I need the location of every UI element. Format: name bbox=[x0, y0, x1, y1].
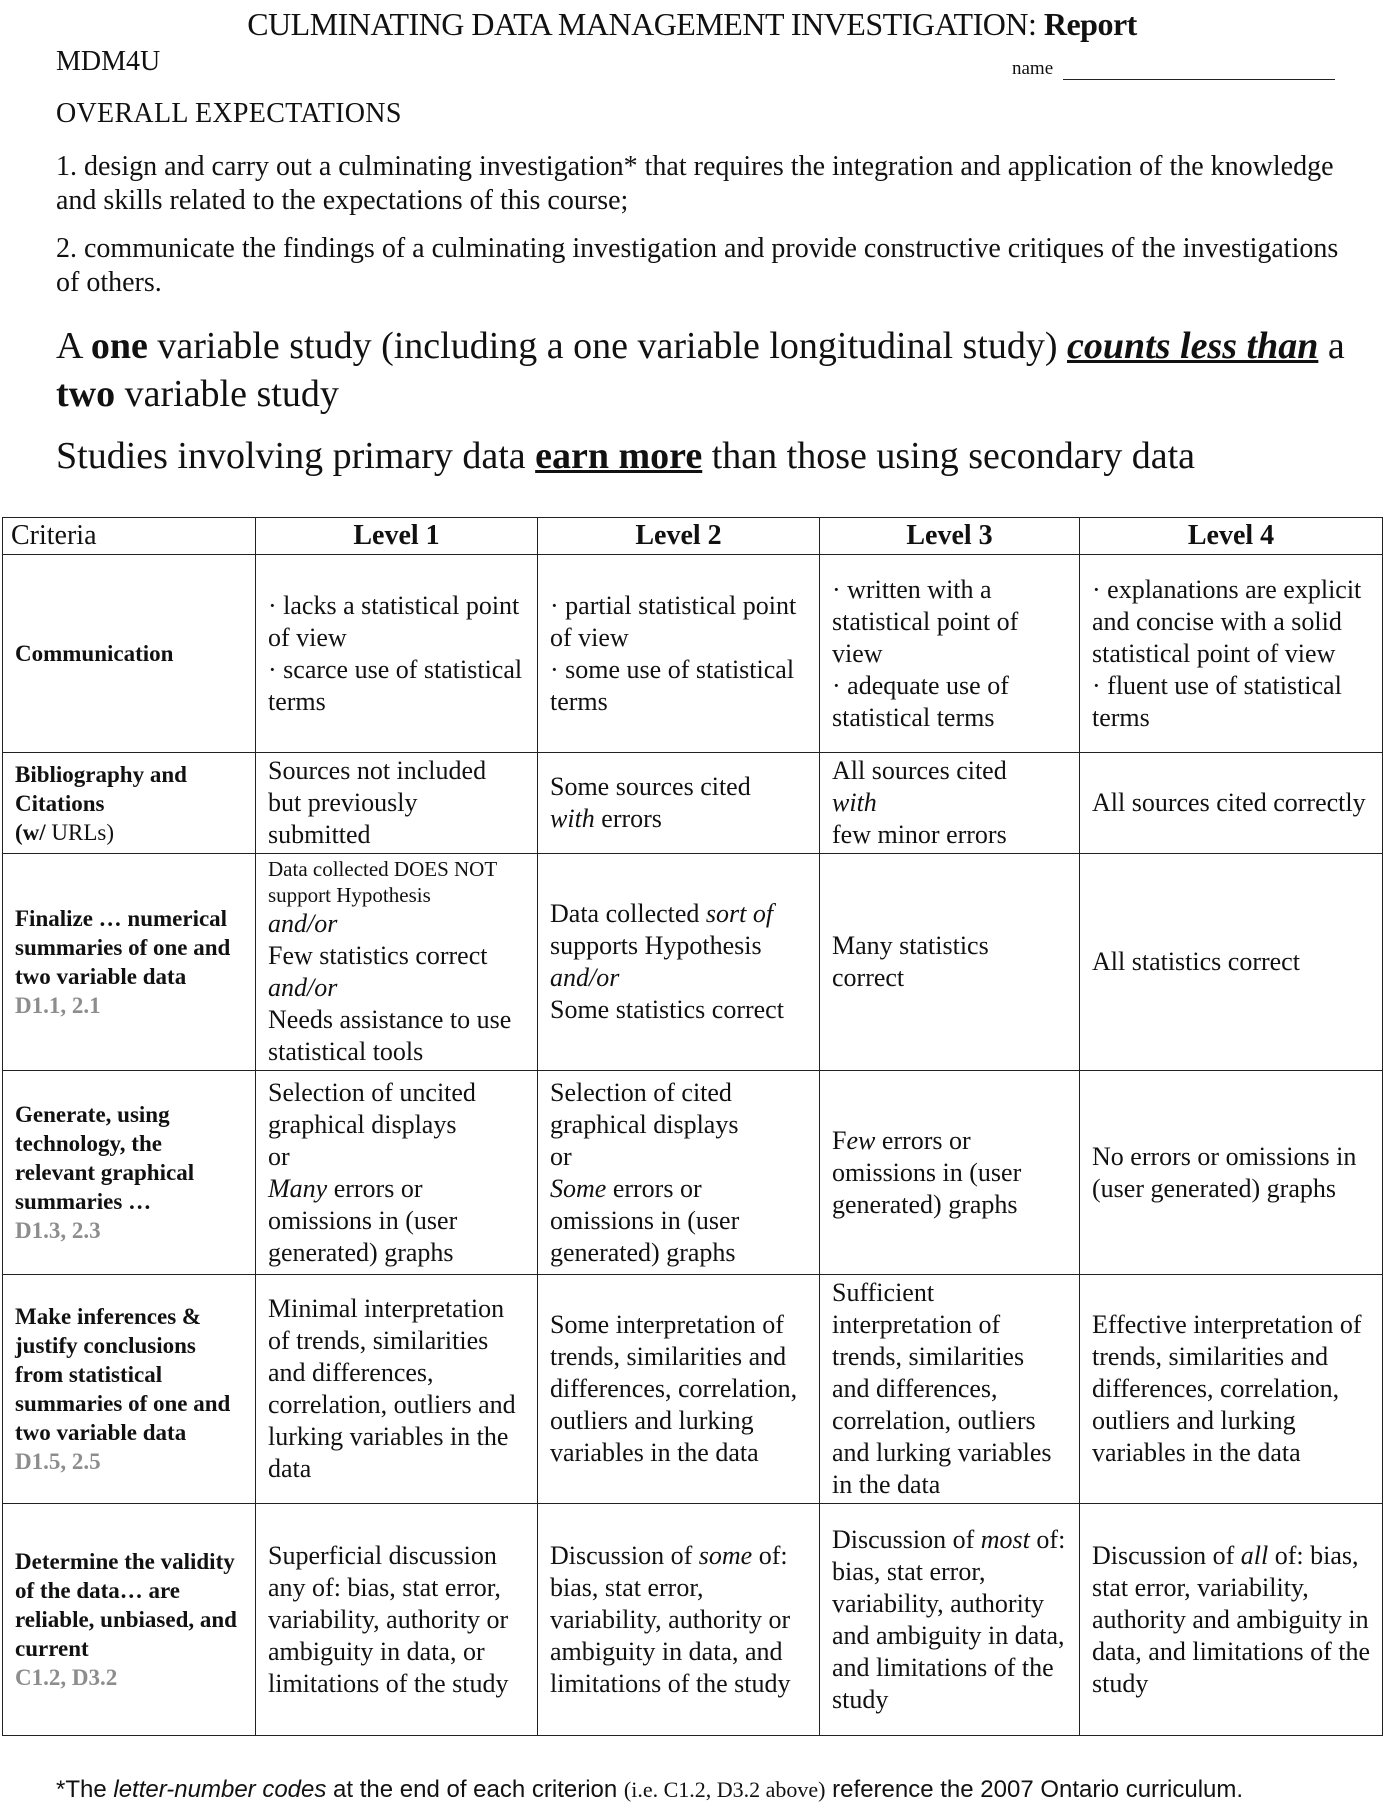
note2-text-a: Studies involving primary data bbox=[56, 435, 536, 477]
curriculum-code: D1.3, 2.3 bbox=[15, 1218, 101, 1243]
cell-italic: and/or bbox=[268, 973, 338, 1002]
inferences-level-1: Minimal interpretation of trends, similarities and differences, correlation, outliers and lurking variables in the data bbox=[256, 1275, 538, 1504]
title-bold: Report bbox=[1043, 6, 1137, 42]
cell-text: of: bias, stat error, variability, authority and ambiguity in data, and limitations of the study bbox=[832, 1524, 1066, 1714]
cell-text: few minor errors bbox=[832, 820, 1007, 849]
finalize-level-3: Many statistics correct bbox=[820, 854, 1080, 1071]
finalize-level-2 bbox=[538, 854, 820, 1071]
note1-bold-two: two bbox=[56, 373, 116, 415]
validity-level-1: Superficial discussion any of: bias, stat error, variability, authority or ambiguity in data, or limitations of the study bbox=[256, 1504, 538, 1736]
communication-level-1 bbox=[256, 555, 538, 753]
criterion-bibliography bbox=[3, 753, 256, 854]
note1-text-a: A bbox=[56, 325, 91, 367]
cell-line: · written with a statistical point of view bbox=[832, 574, 1019, 668]
cell-italic: ew bbox=[846, 1125, 876, 1155]
cell-italic: with bbox=[832, 788, 877, 817]
name-field bbox=[1012, 58, 1335, 80]
bibliography-level-3 bbox=[820, 753, 1080, 854]
criterion-text: (w/ bbox=[15, 819, 46, 845]
note2-earn-more: earn more bbox=[535, 435, 703, 477]
expectation-2: 2. communicate the findings of a culminating investigation and provide constructive critiques of the investigations of others. bbox=[56, 233, 1339, 298]
cell-text: Selection of uncited graphical displays bbox=[268, 1077, 476, 1139]
cell-text: or bbox=[550, 1141, 572, 1171]
rubric-header-row bbox=[3, 518, 1383, 555]
row-inferences bbox=[3, 1275, 1383, 1504]
criterion-text: Bibliography and Citations bbox=[15, 761, 187, 816]
cell-text: Some statistics correct bbox=[550, 995, 784, 1024]
cell-text: Discussion of bbox=[1092, 1540, 1241, 1570]
validity-level-2 bbox=[538, 1504, 820, 1736]
course-code: MDM4U bbox=[56, 46, 161, 77]
note1-bold-one: one bbox=[90, 325, 148, 367]
note2-text-c: than those using secondary data bbox=[702, 435, 1196, 477]
note1-text-c: variable study (including a one variable longitudinal study) bbox=[147, 325, 1068, 367]
cell-text: errors or omissions in (user generated) graphs bbox=[550, 1173, 740, 1267]
row-validity bbox=[3, 1504, 1383, 1736]
cell-text: Needs assistance to use statistical tools bbox=[268, 1005, 512, 1066]
cell-text: F bbox=[832, 1125, 847, 1155]
name-label: name bbox=[1012, 58, 1054, 79]
expectation-1: 1. design and carry out a culminating investigation* that requires the integration and application of the knowledge and skills related to the expectations of this course; bbox=[56, 151, 1334, 216]
inferences-level-3: Sufficient interpretation of trends, similarities and differences, correlation, outliers and lurking variables in the data bbox=[820, 1275, 1080, 1504]
criterion-text: Finalize … numerical summaries of one and two variable data bbox=[15, 906, 231, 989]
criterion-text: Generate, using technology, the relevant graphical summaries … bbox=[15, 1102, 195, 1214]
curriculum-code: D1.1, 2.1 bbox=[15, 993, 101, 1018]
expectations-heading: OVERALL EXPECTATIONS bbox=[56, 98, 402, 129]
finalize-level-4: All statistics correct bbox=[1080, 854, 1383, 1071]
inferences-level-4: Effective interpretation of trends, similarities and differences, correlation, outliers and lurking variables in the data bbox=[1080, 1275, 1383, 1504]
row-finalize bbox=[3, 854, 1383, 1071]
cell-text: or bbox=[268, 1141, 290, 1171]
generate-level-3 bbox=[820, 1071, 1080, 1275]
validity-level-4 bbox=[1080, 1504, 1383, 1736]
footnote-text: *The bbox=[56, 1776, 114, 1803]
note1-counts-less: counts less than bbox=[1067, 325, 1319, 367]
cell-text: errors or omissions in (user generated) graphs bbox=[268, 1173, 458, 1267]
curriculum-code: D1.5, 2.5 bbox=[15, 1449, 101, 1474]
cell-text: Some sources cited bbox=[550, 772, 751, 801]
bibliography-level-4: All sources cited correctly bbox=[1080, 753, 1383, 854]
footnote-text: reference the 2007 Ontario curriculum. bbox=[825, 1776, 1244, 1803]
communication-level-4 bbox=[1080, 555, 1383, 753]
note1-text-g: variable study bbox=[115, 373, 339, 415]
generate-level-4: No errors or omissions in (user generated) graphs bbox=[1080, 1071, 1383, 1275]
cell-line: · explanations are explicit and concise with a solid statistical point of view bbox=[1092, 574, 1362, 668]
note-one-variable bbox=[56, 322, 1356, 418]
criterion-inferences bbox=[3, 1275, 256, 1504]
header-level-1: Level 1 bbox=[256, 518, 538, 555]
cell-text: supports Hypothesis bbox=[550, 931, 762, 960]
cell-text: Data collected DOES NOT support Hypothesis bbox=[268, 857, 497, 907]
generate-level-1 bbox=[256, 1071, 538, 1275]
cell-italic: sort of bbox=[705, 899, 774, 928]
cell-text: Discussion of bbox=[550, 1540, 699, 1570]
cell-text: errors or omissions in (user generated) graphs bbox=[832, 1125, 1022, 1219]
validity-level-3 bbox=[820, 1504, 1080, 1736]
title-main: CULMINATING DATA MANAGEMENT INVESTIGATION: bbox=[247, 6, 1037, 42]
cell-italic: and/or bbox=[268, 909, 338, 938]
cell-text: Few statistics correct bbox=[268, 941, 488, 970]
curriculum-code: C1.2, D3.2 bbox=[15, 1665, 118, 1690]
generate-level-2 bbox=[538, 1071, 820, 1275]
note-primary-data bbox=[56, 432, 1356, 480]
communication-level-2 bbox=[538, 555, 820, 753]
footnote bbox=[56, 1776, 1243, 1804]
bibliography-level-2 bbox=[538, 753, 820, 854]
communication-level-3 bbox=[820, 555, 1080, 753]
criterion-finalize bbox=[3, 854, 256, 1071]
row-generate bbox=[3, 1071, 1383, 1275]
cell-italic: Many bbox=[268, 1173, 328, 1203]
cell-line: · lacks a statistical point of view bbox=[268, 590, 520, 652]
row-communication bbox=[3, 555, 1383, 753]
cell-line: · fluent use of statistical terms bbox=[1092, 670, 1342, 732]
cell-text: All sources cited bbox=[832, 756, 1007, 785]
document-title bbox=[0, 6, 1384, 43]
name-blank-line[interactable] bbox=[1063, 61, 1335, 80]
criterion-validity bbox=[3, 1504, 256, 1736]
row-bibliography bbox=[3, 753, 1383, 854]
cell-italic: and/or bbox=[550, 963, 620, 992]
rubric-table bbox=[2, 517, 1383, 1736]
cell-line: · adequate use of statistical terms bbox=[832, 670, 1009, 732]
cell-italic: some bbox=[698, 1540, 753, 1570]
header-level-4: Level 4 bbox=[1080, 518, 1383, 555]
cell-italic: with bbox=[550, 804, 595, 833]
criterion-text: Make inferences & justify conclusions from statistical summaries of one and two variable data bbox=[15, 1304, 231, 1445]
footnote-italic: letter-number codes bbox=[113, 1776, 327, 1803]
footnote-text: at the end of each criterion bbox=[326, 1776, 624, 1803]
finalize-level-1 bbox=[256, 854, 538, 1071]
criterion-generate bbox=[3, 1071, 256, 1275]
criterion-communication: Communication bbox=[3, 555, 256, 753]
cell-italic: Some bbox=[550, 1173, 607, 1203]
cell-line: · scarce use of statistical terms bbox=[268, 654, 523, 716]
cell-text: errors bbox=[594, 804, 662, 833]
cell-italic: most bbox=[980, 1524, 1030, 1554]
cell-italic: all bbox=[1240, 1540, 1269, 1570]
cell-text: of: bias, stat error, variability, authority or ambiguity in data, and limitations of the study bbox=[550, 1540, 791, 1698]
footnote-serif: (i.e. C1.2, D3.2 above) bbox=[623, 1777, 826, 1802]
note1-text-e: a bbox=[1318, 325, 1345, 367]
cell-text: Data collected bbox=[550, 899, 706, 928]
header-level-3: Level 3 bbox=[820, 518, 1080, 555]
cell-line: · partial statistical point of view bbox=[550, 590, 797, 652]
inferences-level-2: Some interpretation of trends, similarities and differences, correlation, outliers and lurking variables in the data bbox=[538, 1275, 820, 1504]
header-criteria: Criteria bbox=[3, 518, 256, 555]
cell-text: Selection of cited graphical displays bbox=[550, 1077, 739, 1139]
cell-text: of: bias, stat error, variability, authority and ambiguity in data, and limitations of the study bbox=[1092, 1540, 1370, 1698]
criterion-text: URLs) bbox=[45, 819, 115, 845]
cell-line: · some use of statistical terms bbox=[550, 654, 795, 716]
bibliography-level-1: Sources not included but previously submitted bbox=[256, 753, 538, 854]
criterion-text: Determine the validity of the data… are reliable, unbiased, and current bbox=[15, 1549, 237, 1661]
cell-text: Discussion of bbox=[832, 1524, 981, 1554]
header-level-2: Level 2 bbox=[538, 518, 820, 555]
